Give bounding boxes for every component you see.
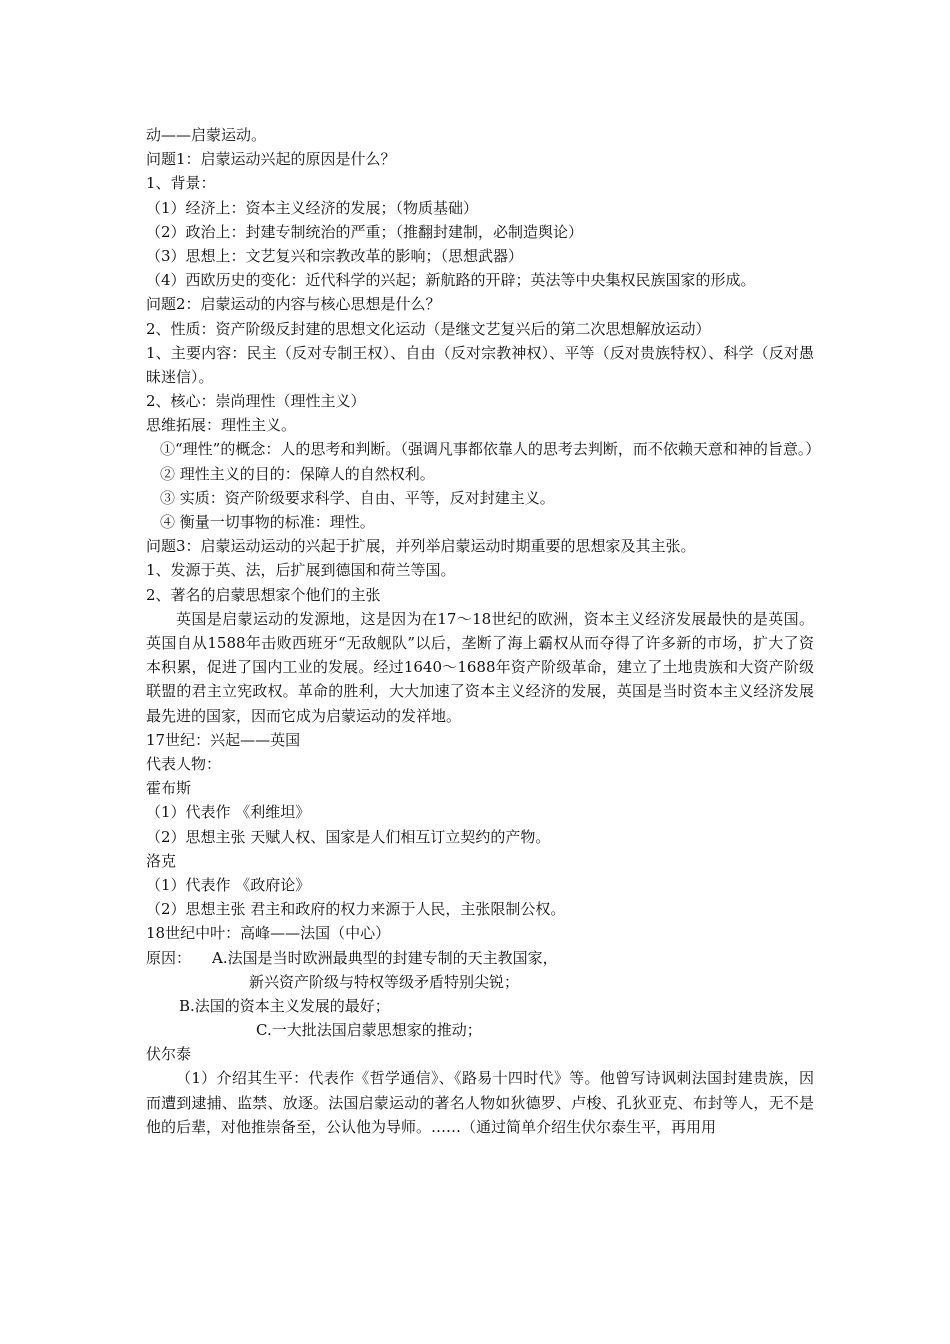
list-item: （1）经济上：资本主义经济的发展；（物质基础） [146, 198, 479, 217]
reason-label: 原因： [146, 948, 192, 967]
text-line: 思维拓展：理性主义。 [146, 416, 297, 435]
text-paragraph: 英国是启蒙运动的发源地，这是因为在17～18世纪的欧洲，资本主义经济发展最快的是英国。英国自从1588年击败西班牙“无敌舰队”以后，垄断了海上霸权从而夺得了许多新的市场，扩大了资本积累，促进了国内工业的发展。经过1640～1688年资产阶级革命，建立了土地贵族和大资产阶级联盟的君主立宪政权。革命的胜利，大大加速了资本主义经济的发展，英国是当时资本主义经济发展最先进的国家，因而它成为启蒙运动的发祥地。 [146, 609, 814, 725]
list-item: 新兴资产阶级与特权等级矛盾特别尖锐； [249, 972, 520, 991]
reason-c: C.一大批法国启蒙思想家的推动； [256, 1021, 482, 1040]
reason-line [146, 946, 814, 970]
text-line: 1、发源于英、法，后扩展到德国和荷兰等国。 [146, 561, 456, 580]
list-item: ④ 衡量一切事物的标准：理性。 [160, 513, 375, 532]
text-line: 2、核心：崇尚理性（理性主义） [146, 392, 366, 411]
document-body [146, 123, 821, 1139]
text-line: 17世纪：兴起——英国 [146, 730, 301, 749]
list-item: （1）代表作 《政府论》 [146, 875, 311, 894]
text-paragraph: （1）介绍其生平：代表作《哲学通信》、《路易十四时代》等。他曾写诗讽刺法国封建贵族，因而遭到逮捕、监禁、放逐。法国启蒙运动的著名人物如狄德罗、卢梭、孔狄亚克、布封等人，无不是他的后辈，对他推崇备至，公认他为导师。……（通过简单介绍生伏尔泰生平，再用用 [146, 1069, 814, 1136]
list-item: （2）思想主张 天赋人权、国家是人们相互订立契约的产物。 [146, 827, 551, 846]
text-line: 2、著名的启蒙思想家个他们的主张 [146, 585, 381, 604]
list-item: （4）西欧历史的变化：近代科学的兴起；新航路的开辟；英法等中央集权民族国家的形成。 [146, 271, 756, 290]
question-heading: 问题2：启蒙运动的内容与核心思想是什么？ [146, 295, 441, 314]
text-line: 动——启蒙运动。 [146, 126, 267, 144]
text-line: 霍布斯 [146, 779, 192, 798]
text-line: 代表人物： [146, 755, 222, 773]
list-item: ③ 实质：资产阶级要求科学、自由、平等，反对封建主义。 [160, 488, 555, 507]
list-item: （1）代表作 《利维坦》 [146, 803, 311, 822]
question-heading: 问题3：启蒙运动运动的兴起于扩展，并列举启蒙运动时期重要的思想家及其主张。 [146, 537, 696, 556]
reason-a: A.法国是当时欧洲最典型的封建专制的天主教国家， [212, 948, 558, 967]
list-item: ② 理性主义的目的：保障人的自然权利。 [160, 464, 435, 483]
list-item: （2）政治上：封建专制统治的严重；（推翻封建制，必制造舆论） [146, 222, 584, 241]
text-line: 18世纪中叶：高峰——法国（中心） [146, 924, 391, 943]
text-line: 伏尔泰 [146, 1045, 192, 1064]
list-item: （2）思想主张 君主和政府的权力来源于人民，主张限制公权。 [146, 900, 566, 919]
text-line: 2、性质：资产阶级反封建的思想文化运动（是继文艺复兴后的第二次思想解放运动） [146, 319, 711, 338]
question-heading: 问题1：启蒙运动兴起的原因是什么？ [146, 150, 396, 169]
text-line: 1、背景： [146, 174, 216, 193]
list-item: （3）思想上：文艺复兴和宗教改革的影响；（思想武器） [146, 246, 524, 265]
text-paragraph: 1、主要内容：民主（反对专制王权）、自由（反对宗教神权）、平等（反对贵族特权）、科学（反对愚昧迷信）。 [146, 343, 814, 386]
text-line: 洛克 [146, 851, 177, 870]
reason-b: B.法国的资本主义发展的最好； [179, 996, 390, 1015]
list-item: ①“理性”的概念：人的思考和判断。（强调凡事都依靠人的思考去判断，而不依赖天意和神的旨意。） [160, 440, 821, 459]
